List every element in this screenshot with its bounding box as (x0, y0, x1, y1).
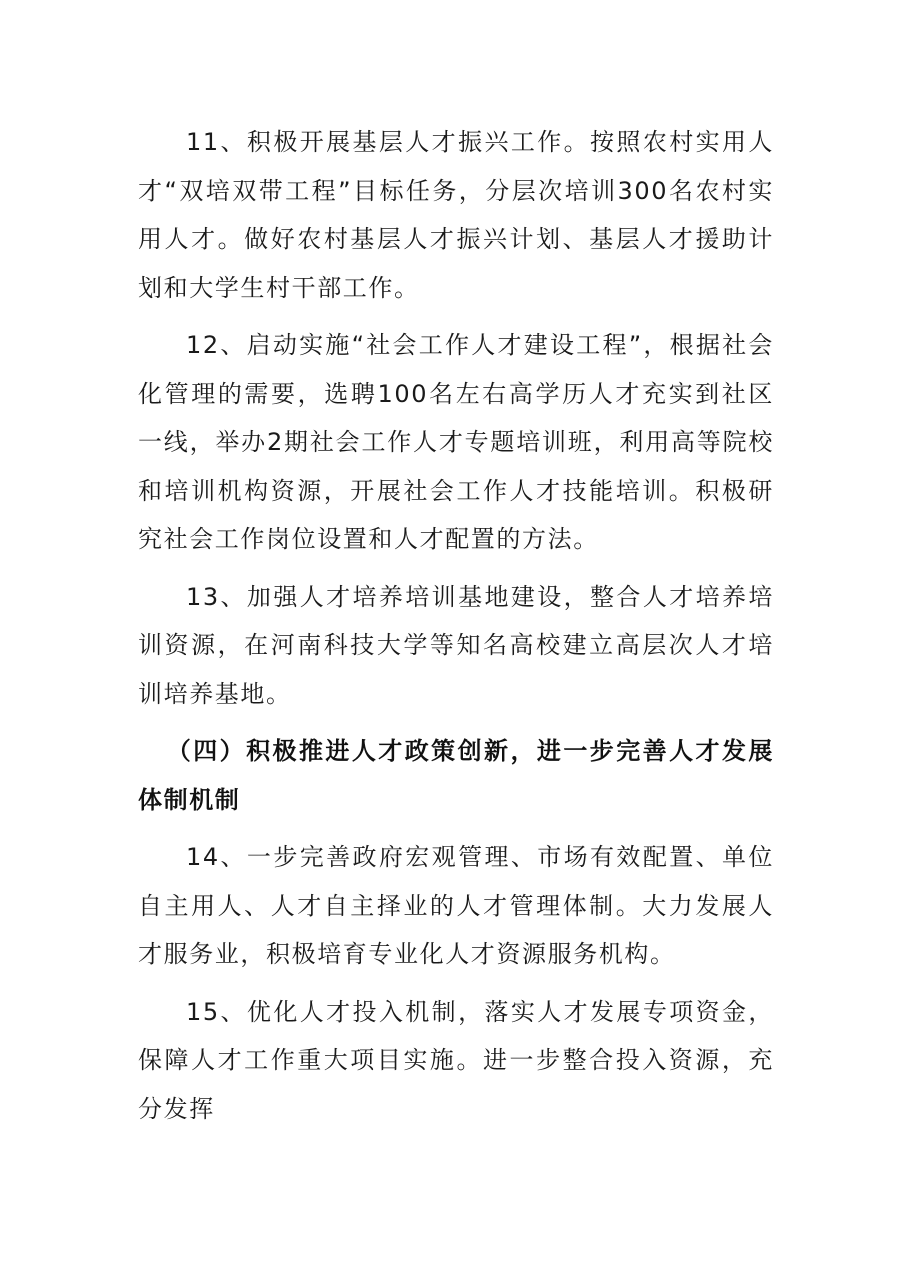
paragraph-13: 13、加强人才培养培训基地建设，整合人才培养培训资源，在河南科技大学等知名高校建立高层次人才培训培养基地。 (138, 582, 774, 708)
document-body (138, 118, 774, 1133)
paragraph-14: 14、一步完善政府宏观管理、市场有效配置、单位自主用人、人才自主择业的人才管理体制。大力发展人才服务业，积极培育专业化人才资源服务机构。 (138, 843, 774, 968)
paragraph-11: 11、积极开展基层人才振兴工作。按照农村实用人才“双培双带工程”目标任务，分层次培训300名农村实用人才。做好农村基层人才振兴计划、基层人才援助计划和大学生村干部工作。 (138, 128, 774, 302)
paragraph-12: 12、启动实施“社会工作人才建设工程”，根据社会化管理的需要，选聘100名左右高学历人才充实到社区一线，举办2期社会工作人才专题培训班，利用高等院校和培训机构资源，开展社会工作人才技能培训。积极研究社会工作岗位设置和人才配置的方法。 (138, 331, 774, 553)
section-heading: （四）积极推进人才政策创新，进一步完善人才发展体制机制 (138, 737, 774, 814)
paragraph-15: 15、优化人才投入机制，落实人才发展专项资金，保障人才工作重大项目实施。进一步整合投入资源，充分发挥 (138, 997, 774, 1123)
